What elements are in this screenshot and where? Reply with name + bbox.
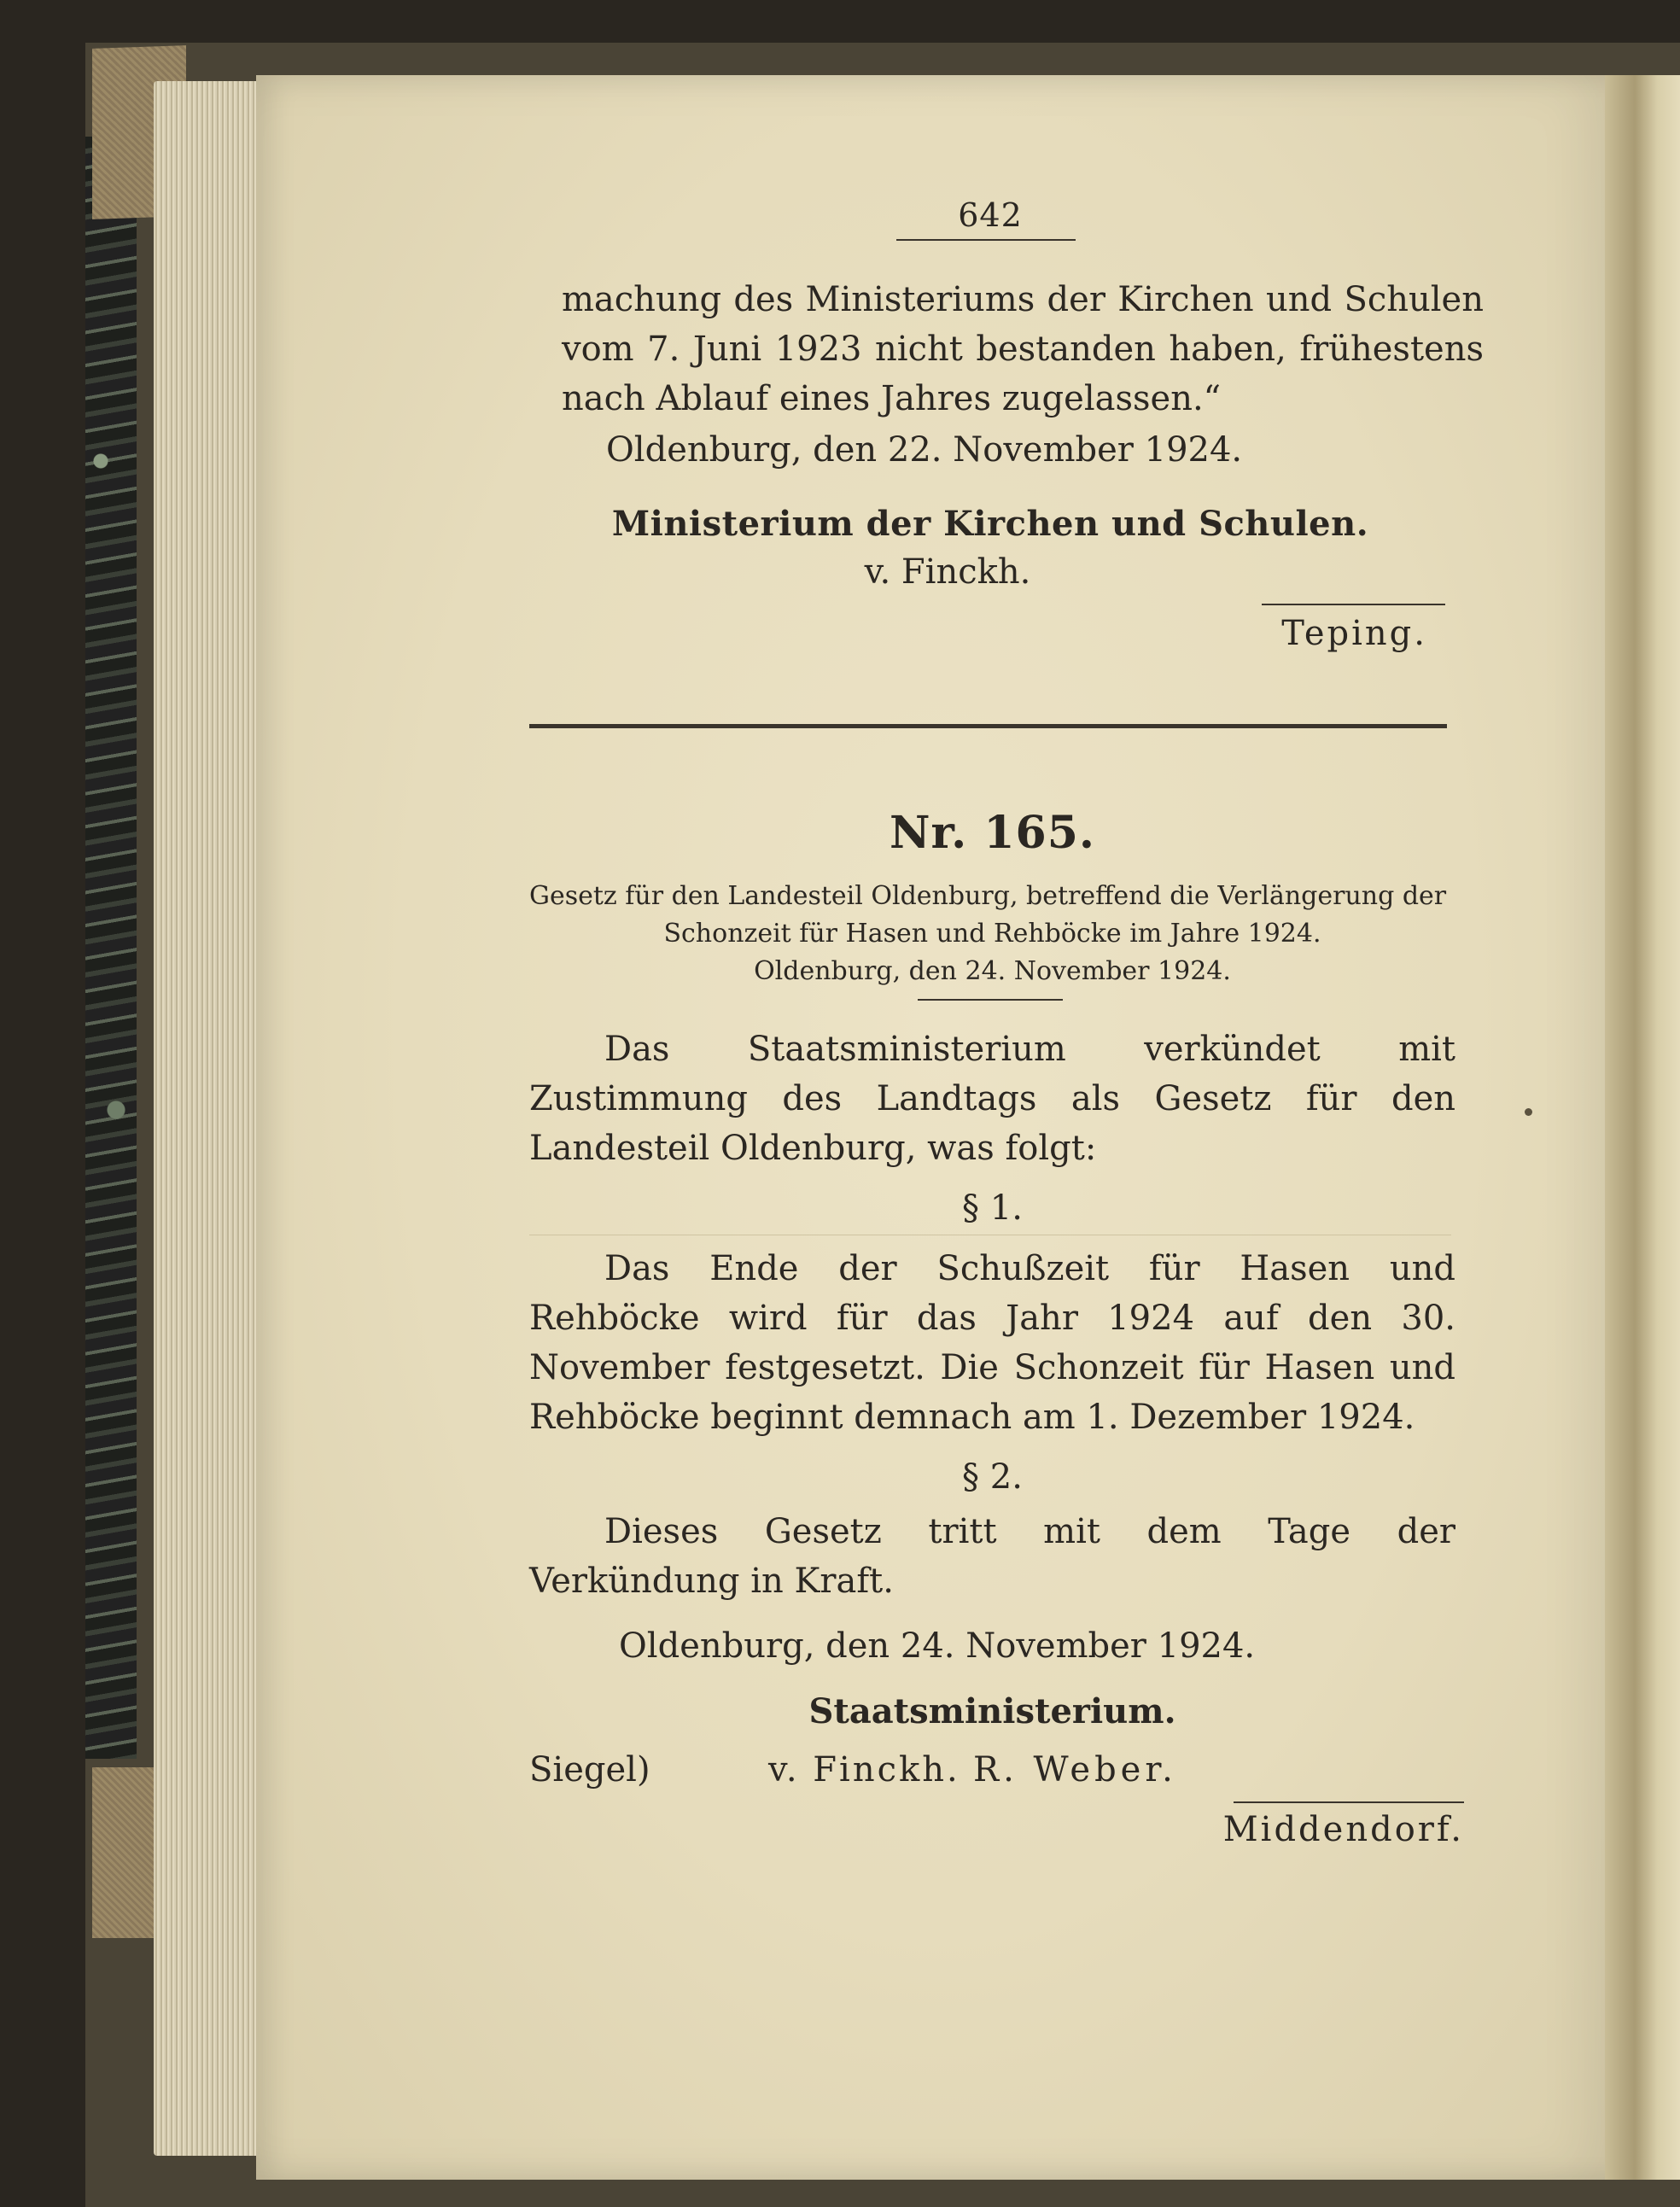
signature-row <box>529 1750 1455 1790</box>
decree-authority: Staatsministerium. <box>808 1691 1176 1731</box>
decree-countersignatory: Middendorf. <box>1222 1810 1464 1849</box>
decree-block <box>529 807 1464 1849</box>
page-gutter <box>1605 75 1680 2180</box>
decree-preamble: Das Staatsministerium verkündet mit Zustimmung des Landtags als Gesetz für den Landesteil Oldenburg, was folgt: <box>529 1030 1455 1168</box>
previous-decree-authority: Ministerium der Kirchen und Schulen. <box>611 504 1369 544</box>
section-2-text: Dieses Gesetz tritt mit dem Tage der Verkündung in Kraft. <box>529 1512 1455 1601</box>
previous-decree-place-date: Oldenburg, den 22. November 1924. <box>606 430 1243 470</box>
section-2-heading: § 2. <box>962 1457 1023 1497</box>
decree-subtitle <box>529 878 1455 990</box>
section-divider <box>529 724 1447 728</box>
page-number: 642 <box>958 196 1023 234</box>
decree-signatory-1: v. Finckh. <box>768 1750 960 1790</box>
countersignature-rule <box>1262 604 1445 605</box>
section-1-heading: § 1. <box>962 1188 1023 1228</box>
decree-place-date: Oldenburg, den 24. November 1924. <box>619 1626 1256 1666</box>
marbled-board <box>85 137 137 1759</box>
decree-subtitle-line1: Gesetz für den Landesteil Oldenburg, betreffend die Verlängerung der <box>529 881 1447 911</box>
page-edges <box>154 81 265 2156</box>
paper-spot <box>1525 1108 1532 1116</box>
decree-number: Nr. 165. <box>889 807 1095 859</box>
subtitle-rule <box>918 999 1063 1001</box>
previous-decree-countersignatory: Teping. <box>1281 614 1427 653</box>
previous-decree-signatory: v. Finckh. <box>864 552 1031 592</box>
decree-subtitle-line3: Oldenburg, den 24. November 1924. <box>754 956 1231 986</box>
page-number-rule <box>896 239 1076 241</box>
previous-decree-closing-text: machung des Ministeriums der Kirchen und Schulen vom 7. Juni 1923 nicht bestanden haben, frühestens nach Ablauf eines Jahres zugelassen.“ <box>562 280 1484 418</box>
section-1-text: Das Ende der Schußzeit für Hasen und Rehböcke wird für das Jahr 1924 auf den 30. November festgesetzt. Die Schonzeit für Hasen und Rehböcke beginnt demnach am 1. Dezember 1924. <box>529 1249 1455 1437</box>
decree-signatory-2: R. Weber. <box>973 1750 1177 1790</box>
decree-countersignature-rule <box>1234 1801 1464 1803</box>
previous-decree-block <box>521 196 1484 653</box>
decree-subtitle-line2: Schonzeit für Hasen und Rehböcke im Jahre 1924. <box>663 919 1321 949</box>
seal-note: Siegel) <box>529 1750 650 1790</box>
